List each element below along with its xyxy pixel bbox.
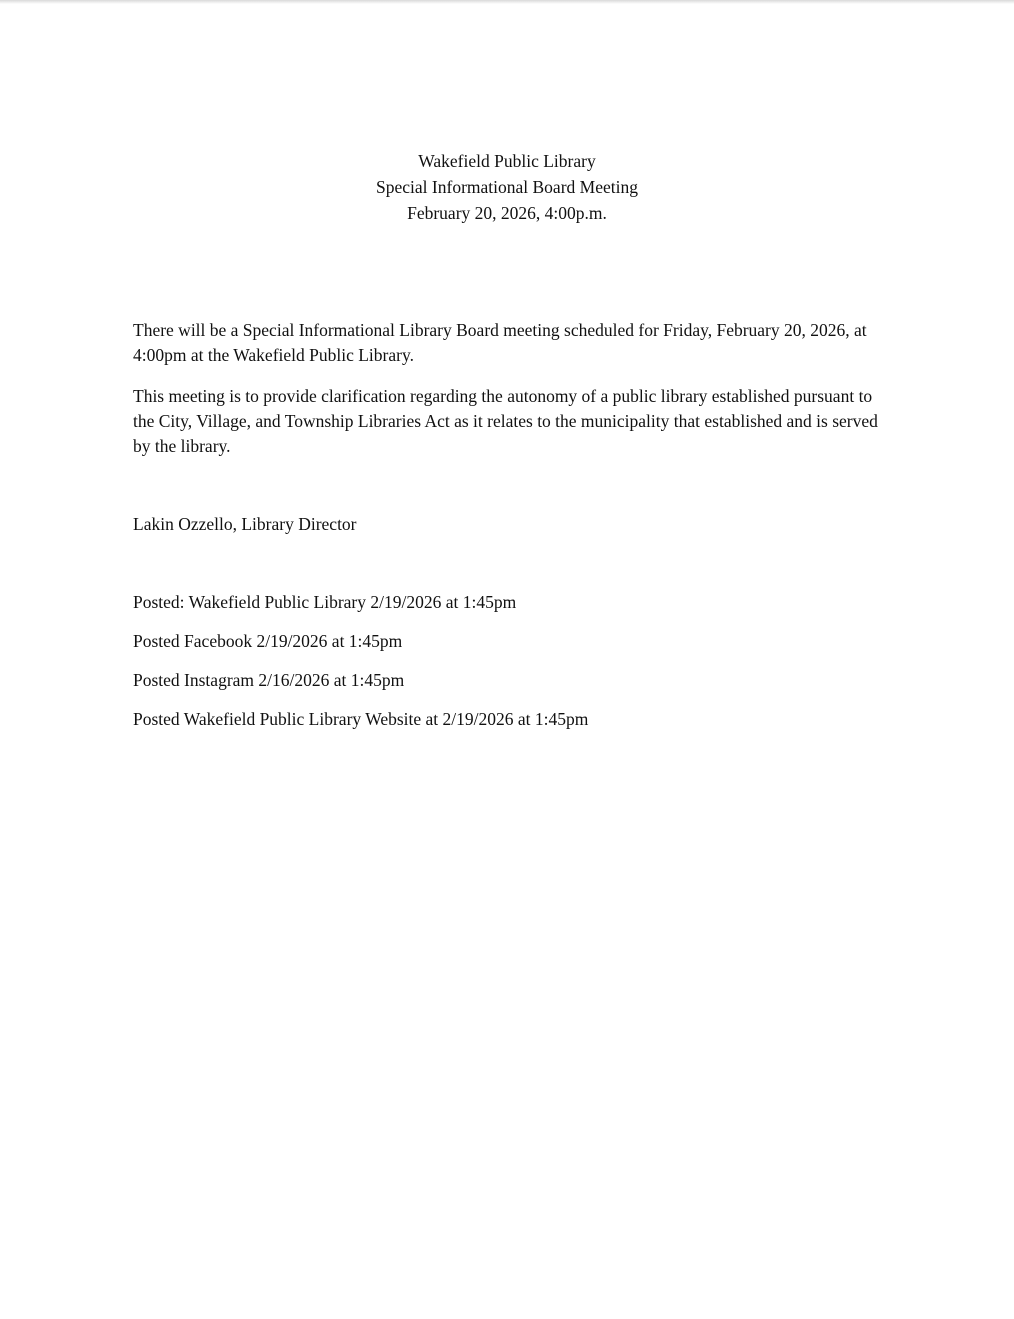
purpose-paragraph: This meeting is to provide clarification regarding the autonomy of a public library established pursuant to the City, Village, and Township Libraries Act as it relates to the municipality that established and is served by the library. — [133, 386, 878, 456]
document-header — [0, 148, 1014, 226]
signature-line: Lakin Ozzello, Library Director — [133, 514, 357, 534]
announcement-paragraph: There will be a Special Informational Library Board meeting scheduled for Friday, February 20, 2026, at 4:00pm at the Wakefield Public Library. — [133, 320, 867, 365]
posting-item-website: Posted Wakefield Public Library Website at 2/19/2026 at 1:45pm — [133, 709, 589, 729]
meeting-datetime: February 20, 2026, 4:00p.m. — [407, 203, 607, 223]
posting-item-facebook: Posted Facebook 2/19/2026 at 1:45pm — [133, 631, 403, 651]
posting-item-library: Posted: Wakefield Public Library 2/19/2026 at 1:45pm — [133, 592, 517, 612]
library-name: Wakefield Public Library — [418, 151, 596, 171]
posting-list — [133, 590, 893, 746]
meeting-title: Special Informational Board Meeting — [376, 177, 638, 197]
posting-item-instagram: Posted Instagram 2/16/2026 at 1:45pm — [133, 670, 405, 690]
